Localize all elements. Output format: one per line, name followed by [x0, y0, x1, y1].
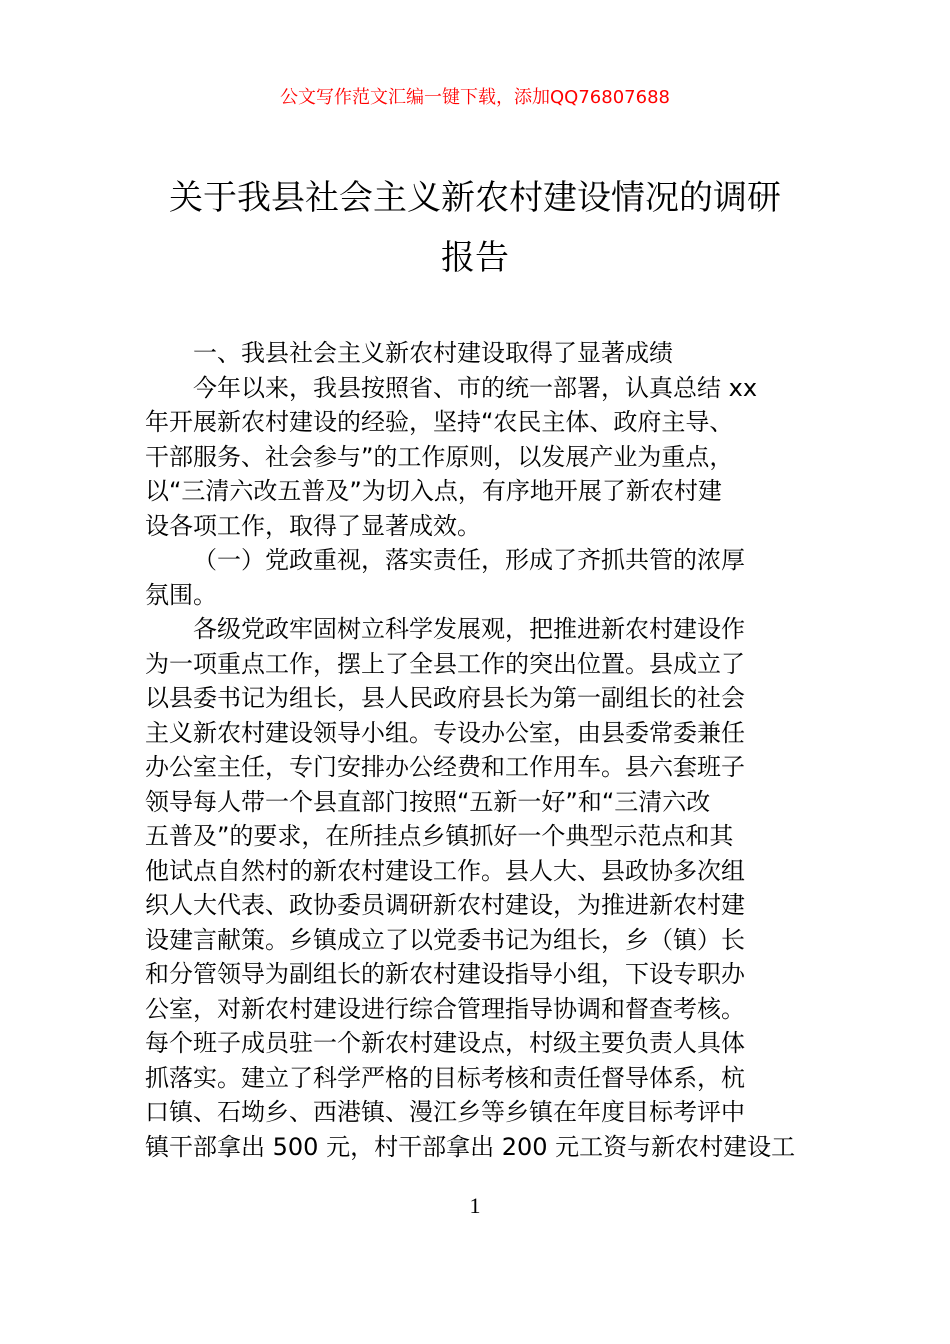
paragraph-line: 今年以来，我县按照省、市的统一部署，认真总结 xx	[193, 373, 758, 402]
paragraph-line: 织人大代表、政协委员调研新农村建设，为推进新农村建	[145, 891, 745, 919]
document-title	[120, 168, 830, 288]
paragraph-line: 和分管领导为副组长的新农村建设指导小组，下设专职办	[145, 960, 745, 988]
paragraph-line: 干部服务、社会参与”的工作原则，以发展产业为重点，	[145, 442, 734, 471]
paragraph-line: 镇干部拿出 500 元，村干部拿出 200 元工资与新农村建设工	[145, 1132, 796, 1161]
paragraph-line: 设建言献策。乡镇成立了以党委书记为组长，乡（镇）长	[145, 925, 745, 954]
paragraph-line: 主义新农村建设领导小组。专设办公室，由县委常委兼任	[145, 718, 745, 747]
paragraph-line: 以“三清六改五普及”为切入点，有序地开展了新农村建	[145, 477, 722, 505]
paragraph-line: 抓落实。建立了科学严格的目标考核和责任督导体系，杭	[145, 1063, 745, 1092]
title-line-2: 报告	[441, 238, 509, 278]
paragraph-line: 口镇、石坳乡、西港镇、漫江乡等乡镇在年度目标考评中	[145, 1098, 745, 1126]
paragraph-line: 领导每人带一个县直部门按照“五新一好”和“三清六改	[145, 787, 711, 816]
document-body	[145, 336, 811, 1164]
paragraph-line: 办公室主任，专门安排办公经费和工作用车。县六套班子	[145, 753, 745, 781]
subsection-heading-continued: 氛围。	[145, 580, 217, 609]
subsection-heading: （一）党政重视，落实责任，形成了齐抓共管的浓厚	[193, 546, 745, 574]
title-line-1: 关于我县社会主义新农村建设情况的调研	[169, 178, 781, 218]
paragraph-line: 每个班子成员驻一个新农村建设点，村级主要负责人具体	[145, 1029, 745, 1057]
section-heading: 一、我县社会主义新农村建设取得了显著成绩	[193, 339, 673, 367]
paragraph-line: 他试点自然村的新农村建设工作。县人大、县政协多次组	[145, 856, 745, 885]
paragraph-line: 为一项重点工作，摆上了全县工作的突出位置。县成立了	[145, 649, 745, 678]
paragraph-line: 各级党政牢固树立科学发展观，把推进新农村建设作	[193, 615, 745, 643]
paragraph-line: 设各项工作，取得了显著成效。	[145, 511, 481, 540]
page-number: 1	[469, 1193, 481, 1218]
paragraph-line: 年开展新农村建设的经验，坚持“农民主体、政府主导、	[145, 408, 734, 436]
paragraph-line: 公室，对新农村建设进行综合管理指导协调和督查考核。	[145, 994, 745, 1023]
paragraph-line: 以县委书记为组长，县人民政府县长为第一副组长的社会	[145, 684, 745, 712]
download-notice: 公文写作范文汇编一键下载，添加QQ76807688	[280, 87, 670, 108]
paragraph-line: 五普及”的要求，在所挂点乡镇抓好一个典型示范点和其	[145, 822, 734, 850]
